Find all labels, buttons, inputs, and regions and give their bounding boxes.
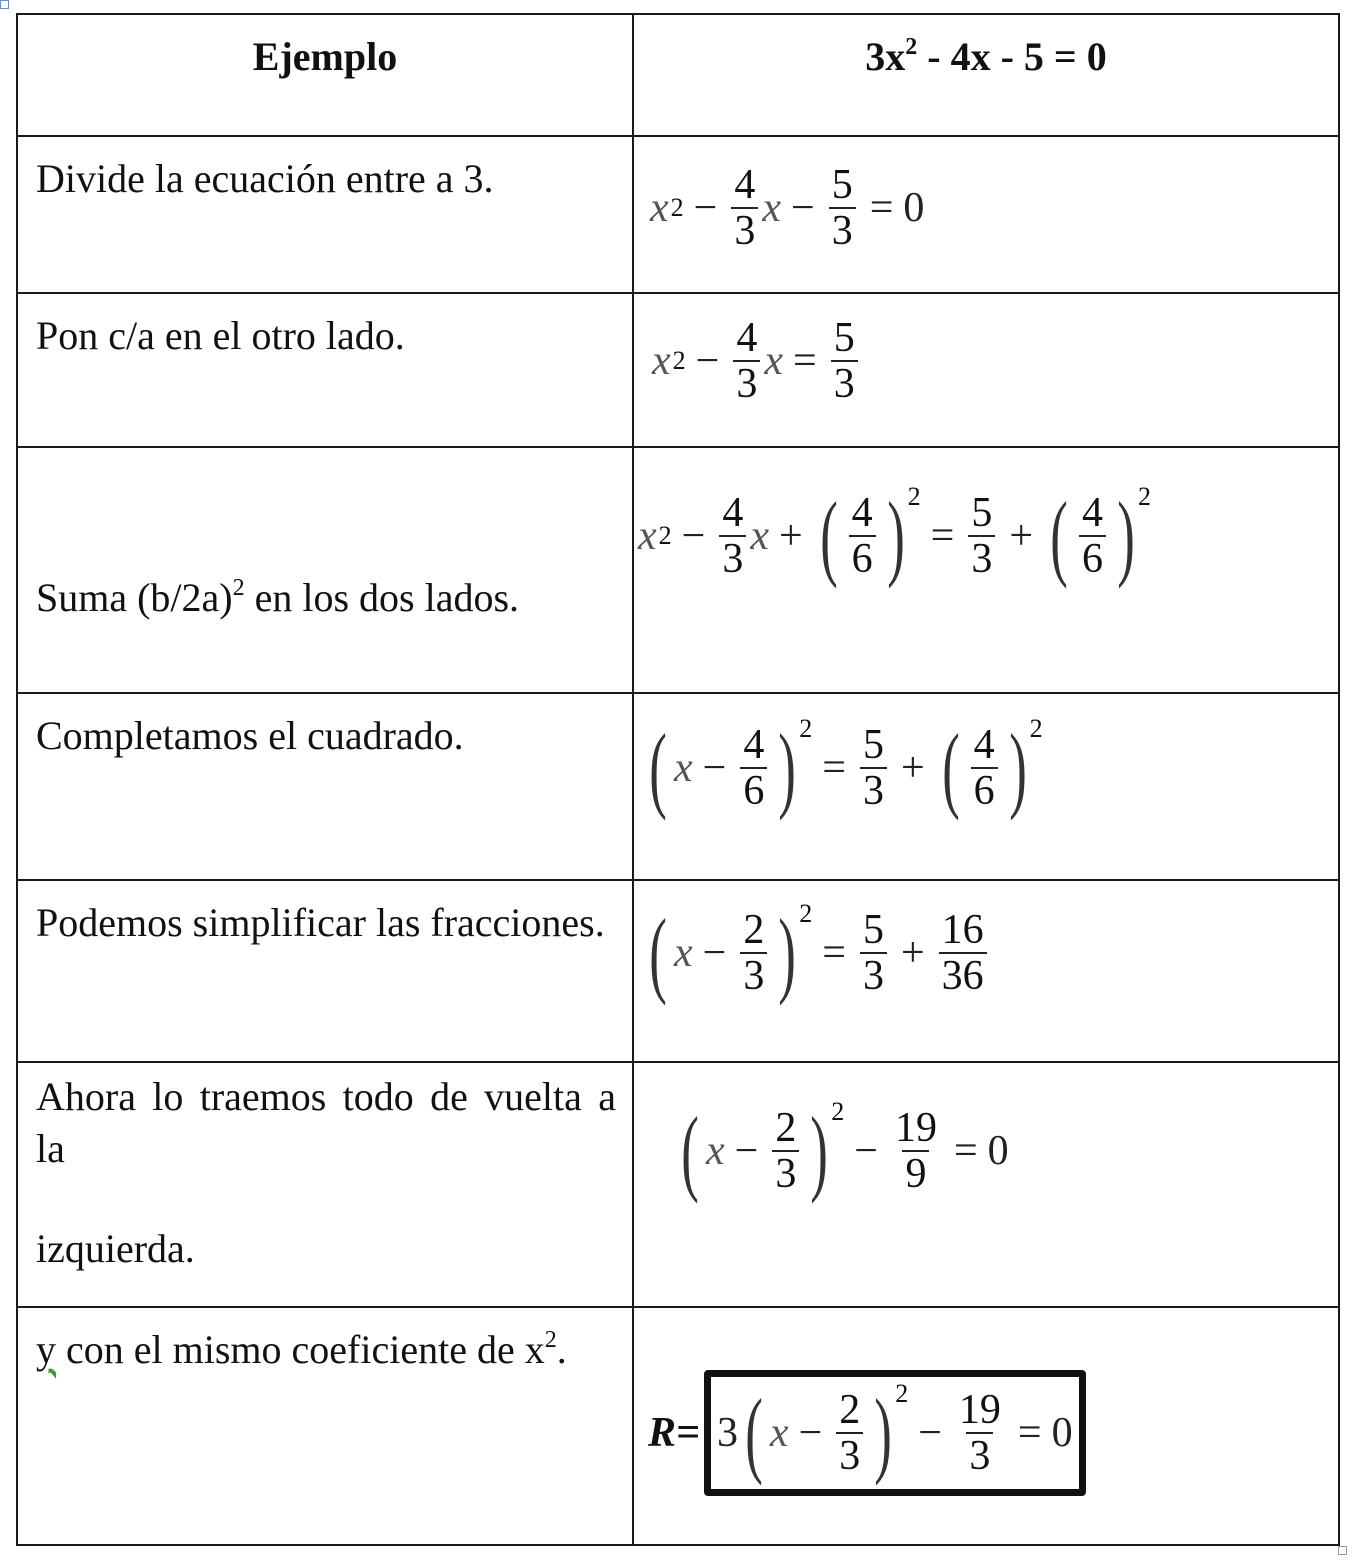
parenthesized-group: ( x − $\frac{2}{3}$ ) 2 [681,1097,845,1204]
equation: ( x − $\frac{4}{6}$ ) 2 = $\frac{5}{3}$ + ( $\frac{4}{6}$ ) 2 [634,694,1338,816]
header-row [17,14,1339,136]
fraction: $\frac{5}{3}$ [968,491,995,581]
header-equation: $3x^2 - 4x - 5 = 0$ [865,34,1107,79]
fraction: $\frac{19}{9}$ [894,1104,937,1197]
step-text: Pon c/a en el otro lado. [36,313,405,358]
math-cell [633,447,1339,693]
fraction: $\frac{19}{3}$ [958,1386,1001,1479]
header-left-cell [17,14,633,136]
math-cell [633,693,1339,880]
table-row [17,693,1339,880]
equation: ( x − $\frac{2}{3}$ ) 2 − $\frac{19}{9}$ = 0 [634,1063,1338,1199]
step-cell [17,447,633,693]
resize-handle-top-left[interactable] [0,0,9,9]
fraction: $\frac{5}{3}$ [829,163,856,253]
parenthesized-group: ( $\frac{4}{6}$ ) 2 [819,482,921,589]
equation: x 2 − $\frac{4}{3}$ x = $\frac{5}{3}$ [634,294,1338,406]
table-row [17,447,1339,693]
math-cell [633,1307,1339,1545]
table-row [17,136,1339,293]
header-left-label: Ejemplo [252,34,398,79]
step-cell [17,136,633,293]
parenthesized-group: ( $\frac{4}{6}$ ) 2 [1050,482,1151,589]
parenthesized-group: ( x − $\frac{2}{3}$ ) 2 [745,1379,909,1486]
step-text: Podemos simplificar las fracciones. [36,900,605,945]
equation: x 2 − $\frac{4}{3}$ x + ( $\frac{4}{6}$ ) 2 = $\frac{5}{3}$ + ( $\frac{4}{6}$ ) 2 [638,482,1151,589]
fraction: $\frac{4}{3}$ [731,163,758,253]
final-answer [634,1308,1338,1496]
step-text: Completamos el cuadrado. [36,713,464,758]
equation: ( x − $\frac{2}{3}$ ) 2 = $\frac{5}{3}$ + $\frac{16}{36}$ [634,881,1338,1001]
table-row [17,293,1339,447]
fraction: $\frac{4}{3}$ [733,316,760,406]
header-right-cell [633,14,1339,136]
fraction: $\frac{16}{36}$ [939,908,987,998]
step-cell [17,880,633,1062]
fraction: $\frac{4}{3}$ [719,491,746,581]
equation: x 2 − $\frac{4}{3}$ x − $\frac{5}{3}$ = 0 [650,162,925,255]
boxed-answer: 3 ( x − $\frac{2}{3}$ ) 2 − $\frac{19}{3}$ = 0 [704,1370,1086,1496]
math-cell [633,293,1339,447]
parenthesized-group: ( x − $\frac{4}{6}$ ) 2 [649,714,813,821]
resize-handle-bottom-right[interactable] [1338,1546,1347,1555]
completing-square-table [16,13,1340,1546]
fraction: $\frac{5}{3}$ [860,908,887,998]
step-text-line2: izquierda. [36,1226,195,1271]
answer-label: R= [648,1410,700,1456]
step-cell [17,1062,633,1307]
step-cell [17,693,633,880]
table-row [17,880,1339,1062]
parenthesized-group: ( $\frac{4}{6}$ ) 2 [941,714,1043,821]
step-text-line1: Ahora lo traemos todo de vuelta a la [36,1074,616,1171]
math-cell [633,136,1339,293]
step-text: Suma $(b/2a)^2$ en los dos lados. [36,575,520,620]
step-cell [17,1307,633,1545]
table-row [17,1062,1339,1307]
math-cell [633,1062,1339,1307]
step-text: y con el mismo coeficiente de $x^2$. [36,1327,567,1372]
step-cell [17,293,633,447]
fraction: $\frac{5}{3}$ [860,723,887,813]
parenthesized-group: ( x − $\frac{2}{3}$ ) 2 [649,899,813,1006]
step-text: Divide la ecuación entre a 3. [36,156,494,201]
fraction: $\frac{5}{3}$ [831,316,858,406]
math-cell [633,880,1339,1062]
table-row [17,1307,1339,1545]
